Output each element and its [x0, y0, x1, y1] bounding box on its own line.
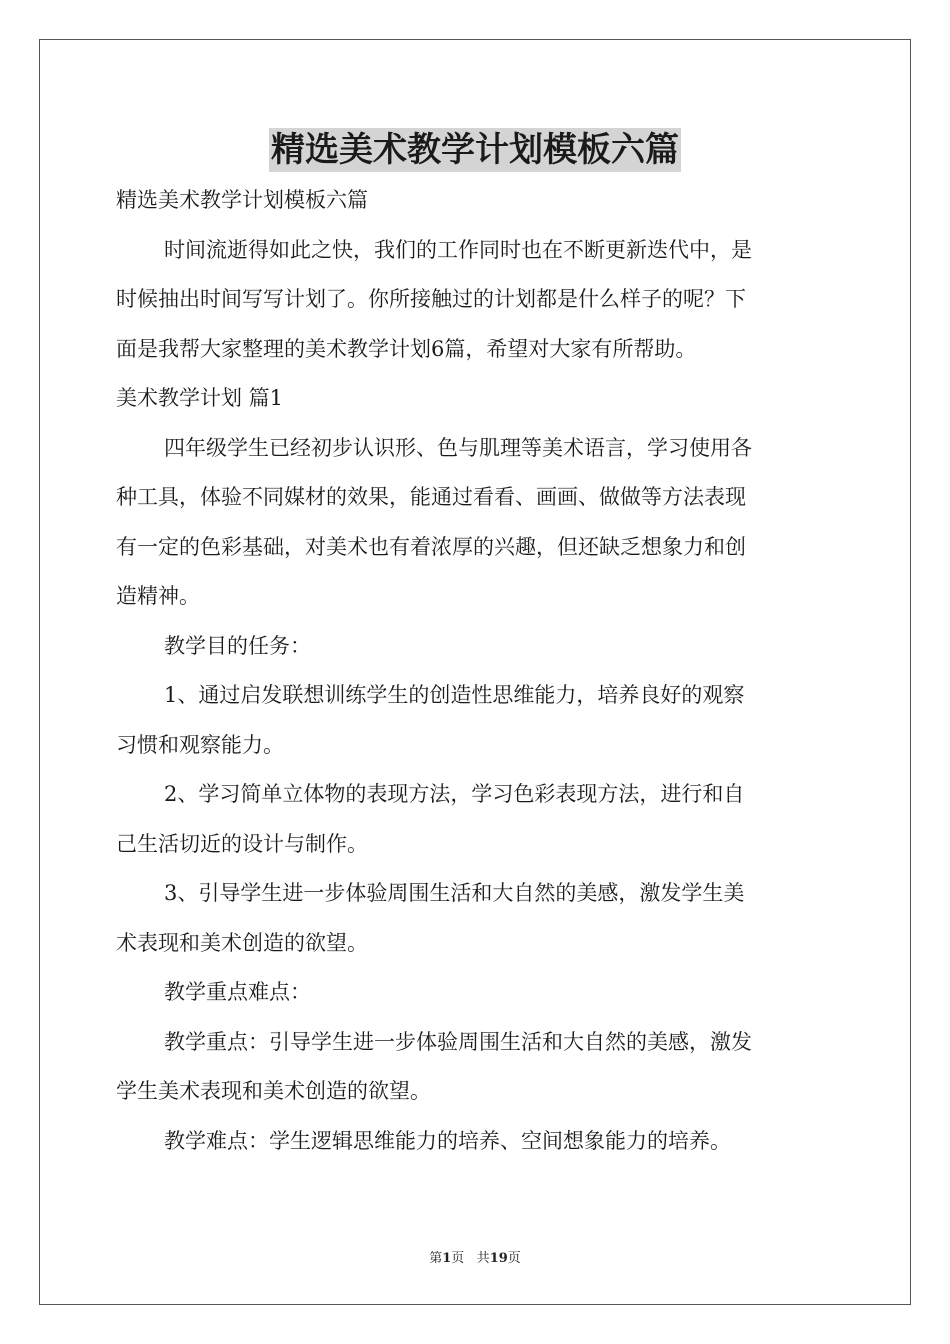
text-line: 教学难点：学生逻辑思维能力的培养、空间想象能力的培养。 [164, 1128, 731, 1153]
footer-page-suffix: 页 [451, 1251, 465, 1266]
footer-page-number: 1 [442, 1251, 452, 1266]
footer-total-prefix: 共 [476, 1251, 490, 1266]
text-line: 种工具，体验不同媒材的效果，能通过看看、画画、做做等方法表现 [116, 485, 746, 509]
text-line: 2、学习简单立体物的表现方法，学习色彩表现方法，进行和自 [164, 782, 745, 806]
text-line: 面是我帮大家整理的美术教学计划6篇，希望对大家有所帮助。 [116, 336, 697, 361]
footer-page-prefix: 第 [429, 1251, 443, 1266]
text-line: 教学重点：引导学生进一步体验周围生活和大自然的美感，激发 [164, 1029, 752, 1054]
text-line: 习惯和观察能力。 [116, 732, 284, 757]
document-body [116, 176, 836, 1166]
text-line: 学生美术表现和美术创造的欲望。 [116, 1079, 431, 1103]
text-line: 教学目的任务： [164, 633, 311, 658]
text-line: 3、引导学生进一步体验周围生活和大自然的美感，激发学生美 [164, 881, 745, 905]
footer-total-pages: 19 [489, 1251, 508, 1266]
text-line: 四年级学生已经初步认识形、色与肌理等美术语言，学习使用各 [164, 435, 752, 460]
text-line: 有一定的色彩基础，对美术也有着浓厚的兴趣，但还缺乏想象力和创 [116, 534, 746, 559]
text-line: 精选美术教学计划模板六篇 [116, 188, 368, 212]
text-line: 教学重点难点： [164, 980, 311, 1004]
footer-total-suffix: 页 [507, 1251, 521, 1266]
text-line: 1、通过启发联想训练学生的创造性思维能力，培养良好的观察 [164, 683, 745, 707]
text-line: 术表现和美术创造的欲望。 [116, 930, 368, 955]
text-line: 美术教学计划 篇1 [116, 386, 284, 410]
page-footer [0, 1247, 950, 1266]
text-line: 时间流逝得如此之快，我们的工作同时也在不断更新迭代中，是 [164, 237, 752, 262]
text-line: 时候抽出时间写写计划了。你所接触过的计划都是什么样子的呢？下 [116, 287, 746, 311]
text-line: 己生活切近的设计与制作。 [116, 831, 368, 856]
text-line: 造精神。 [116, 584, 200, 608]
title-text: 精选美术教学计划模板六篇 [271, 130, 679, 170]
document-title [0, 128, 950, 172]
